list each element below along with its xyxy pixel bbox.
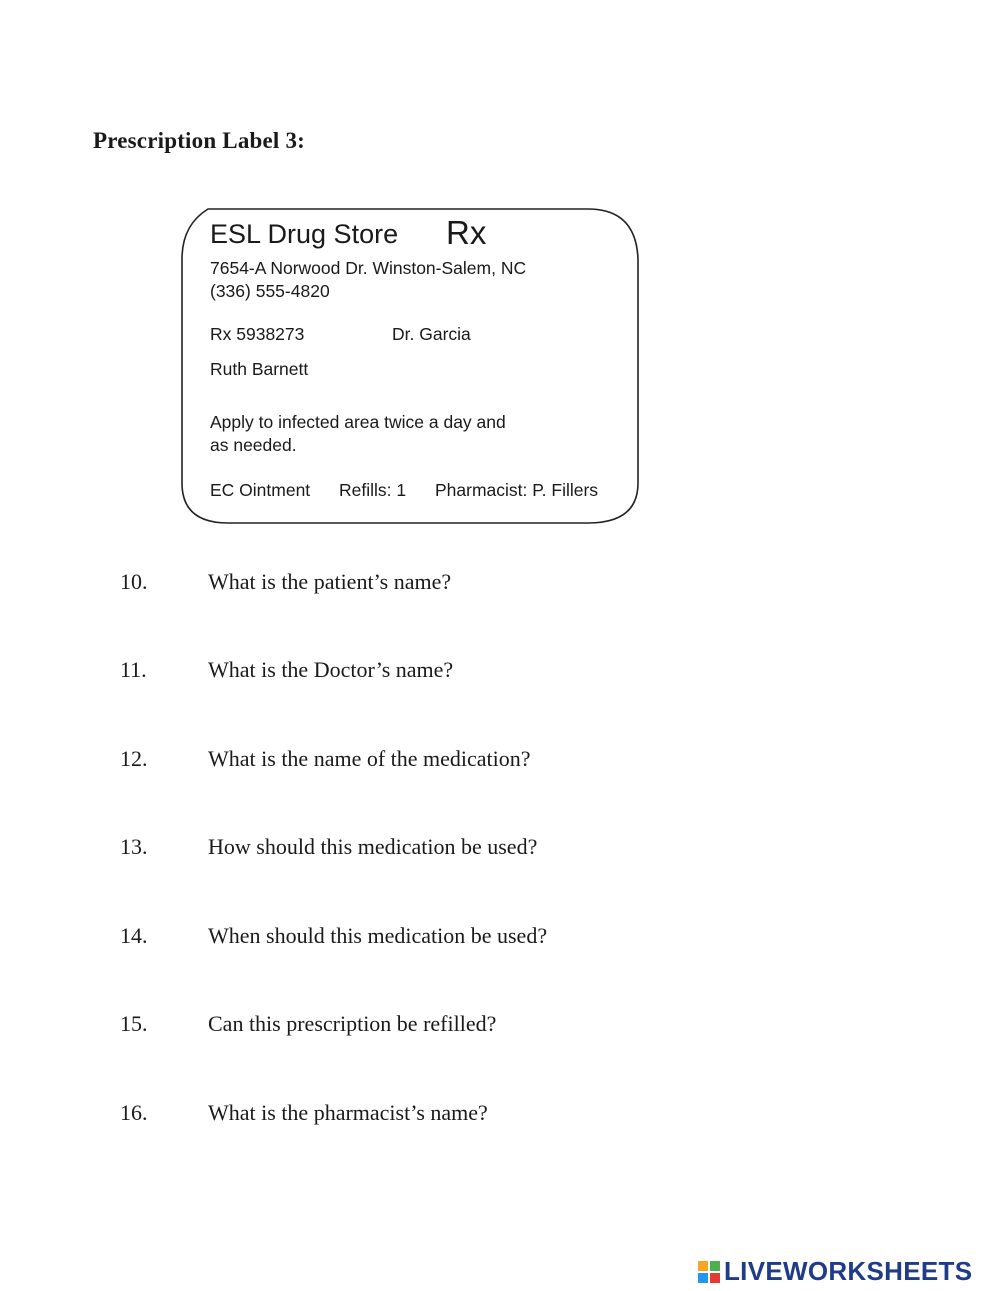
logo-tile — [697, 1272, 709, 1284]
question-text: What is the patient’s name? — [208, 569, 452, 594]
question-number: 15. — [120, 1011, 148, 1036]
question-text: What is the pharmacist’s name? — [208, 1100, 488, 1125]
question-number: 12. — [120, 746, 148, 771]
instructions-line-1: Apply to infected area twice a day and — [210, 412, 506, 432]
refills-count: Refills: 1 — [339, 480, 407, 500]
liveworksheets-logo — [697, 1256, 972, 1287]
question-text: Can this prescription be refilled? — [208, 1011, 497, 1036]
page-heading: Prescription Label 3: — [93, 128, 306, 153]
question-number: 10. — [120, 569, 148, 594]
question-text: What is the Doctor’s name? — [208, 657, 454, 682]
logo-tile — [709, 1260, 721, 1272]
patient-name: Ruth Barnett — [210, 359, 309, 379]
question-text: What is the name of the medication? — [208, 746, 531, 771]
rx-number: Rx 5938273 — [210, 324, 305, 344]
medication-name: EC Ointment — [210, 480, 311, 500]
logo-tile — [697, 1260, 709, 1272]
pharmacist-name: Pharmacist: P. Fillers — [435, 480, 599, 500]
liveworksheets-grid-icon — [697, 1260, 721, 1284]
rx-symbol: Rx — [446, 214, 487, 251]
doctor-name: Dr. Garcia — [392, 324, 471, 344]
instructions-line-2: as needed. — [210, 435, 297, 455]
question-number: 16. — [120, 1100, 148, 1125]
question-text: When should this medication be used? — [208, 923, 548, 948]
store-phone: (336) 555-4820 — [210, 281, 330, 301]
logo-tile — [709, 1272, 721, 1284]
question-number: 11. — [120, 657, 147, 682]
store-address: 7654-A Norwood Dr. Winston-Salem, NC — [210, 258, 527, 278]
store-name: ESL Drug Store — [210, 219, 399, 249]
question-number: 14. — [120, 923, 148, 948]
question-text: How should this medication be used? — [208, 834, 538, 859]
liveworksheets-wordmark: LIVEWORKSHEETS — [724, 1256, 973, 1286]
question-number: 13. — [120, 834, 148, 859]
